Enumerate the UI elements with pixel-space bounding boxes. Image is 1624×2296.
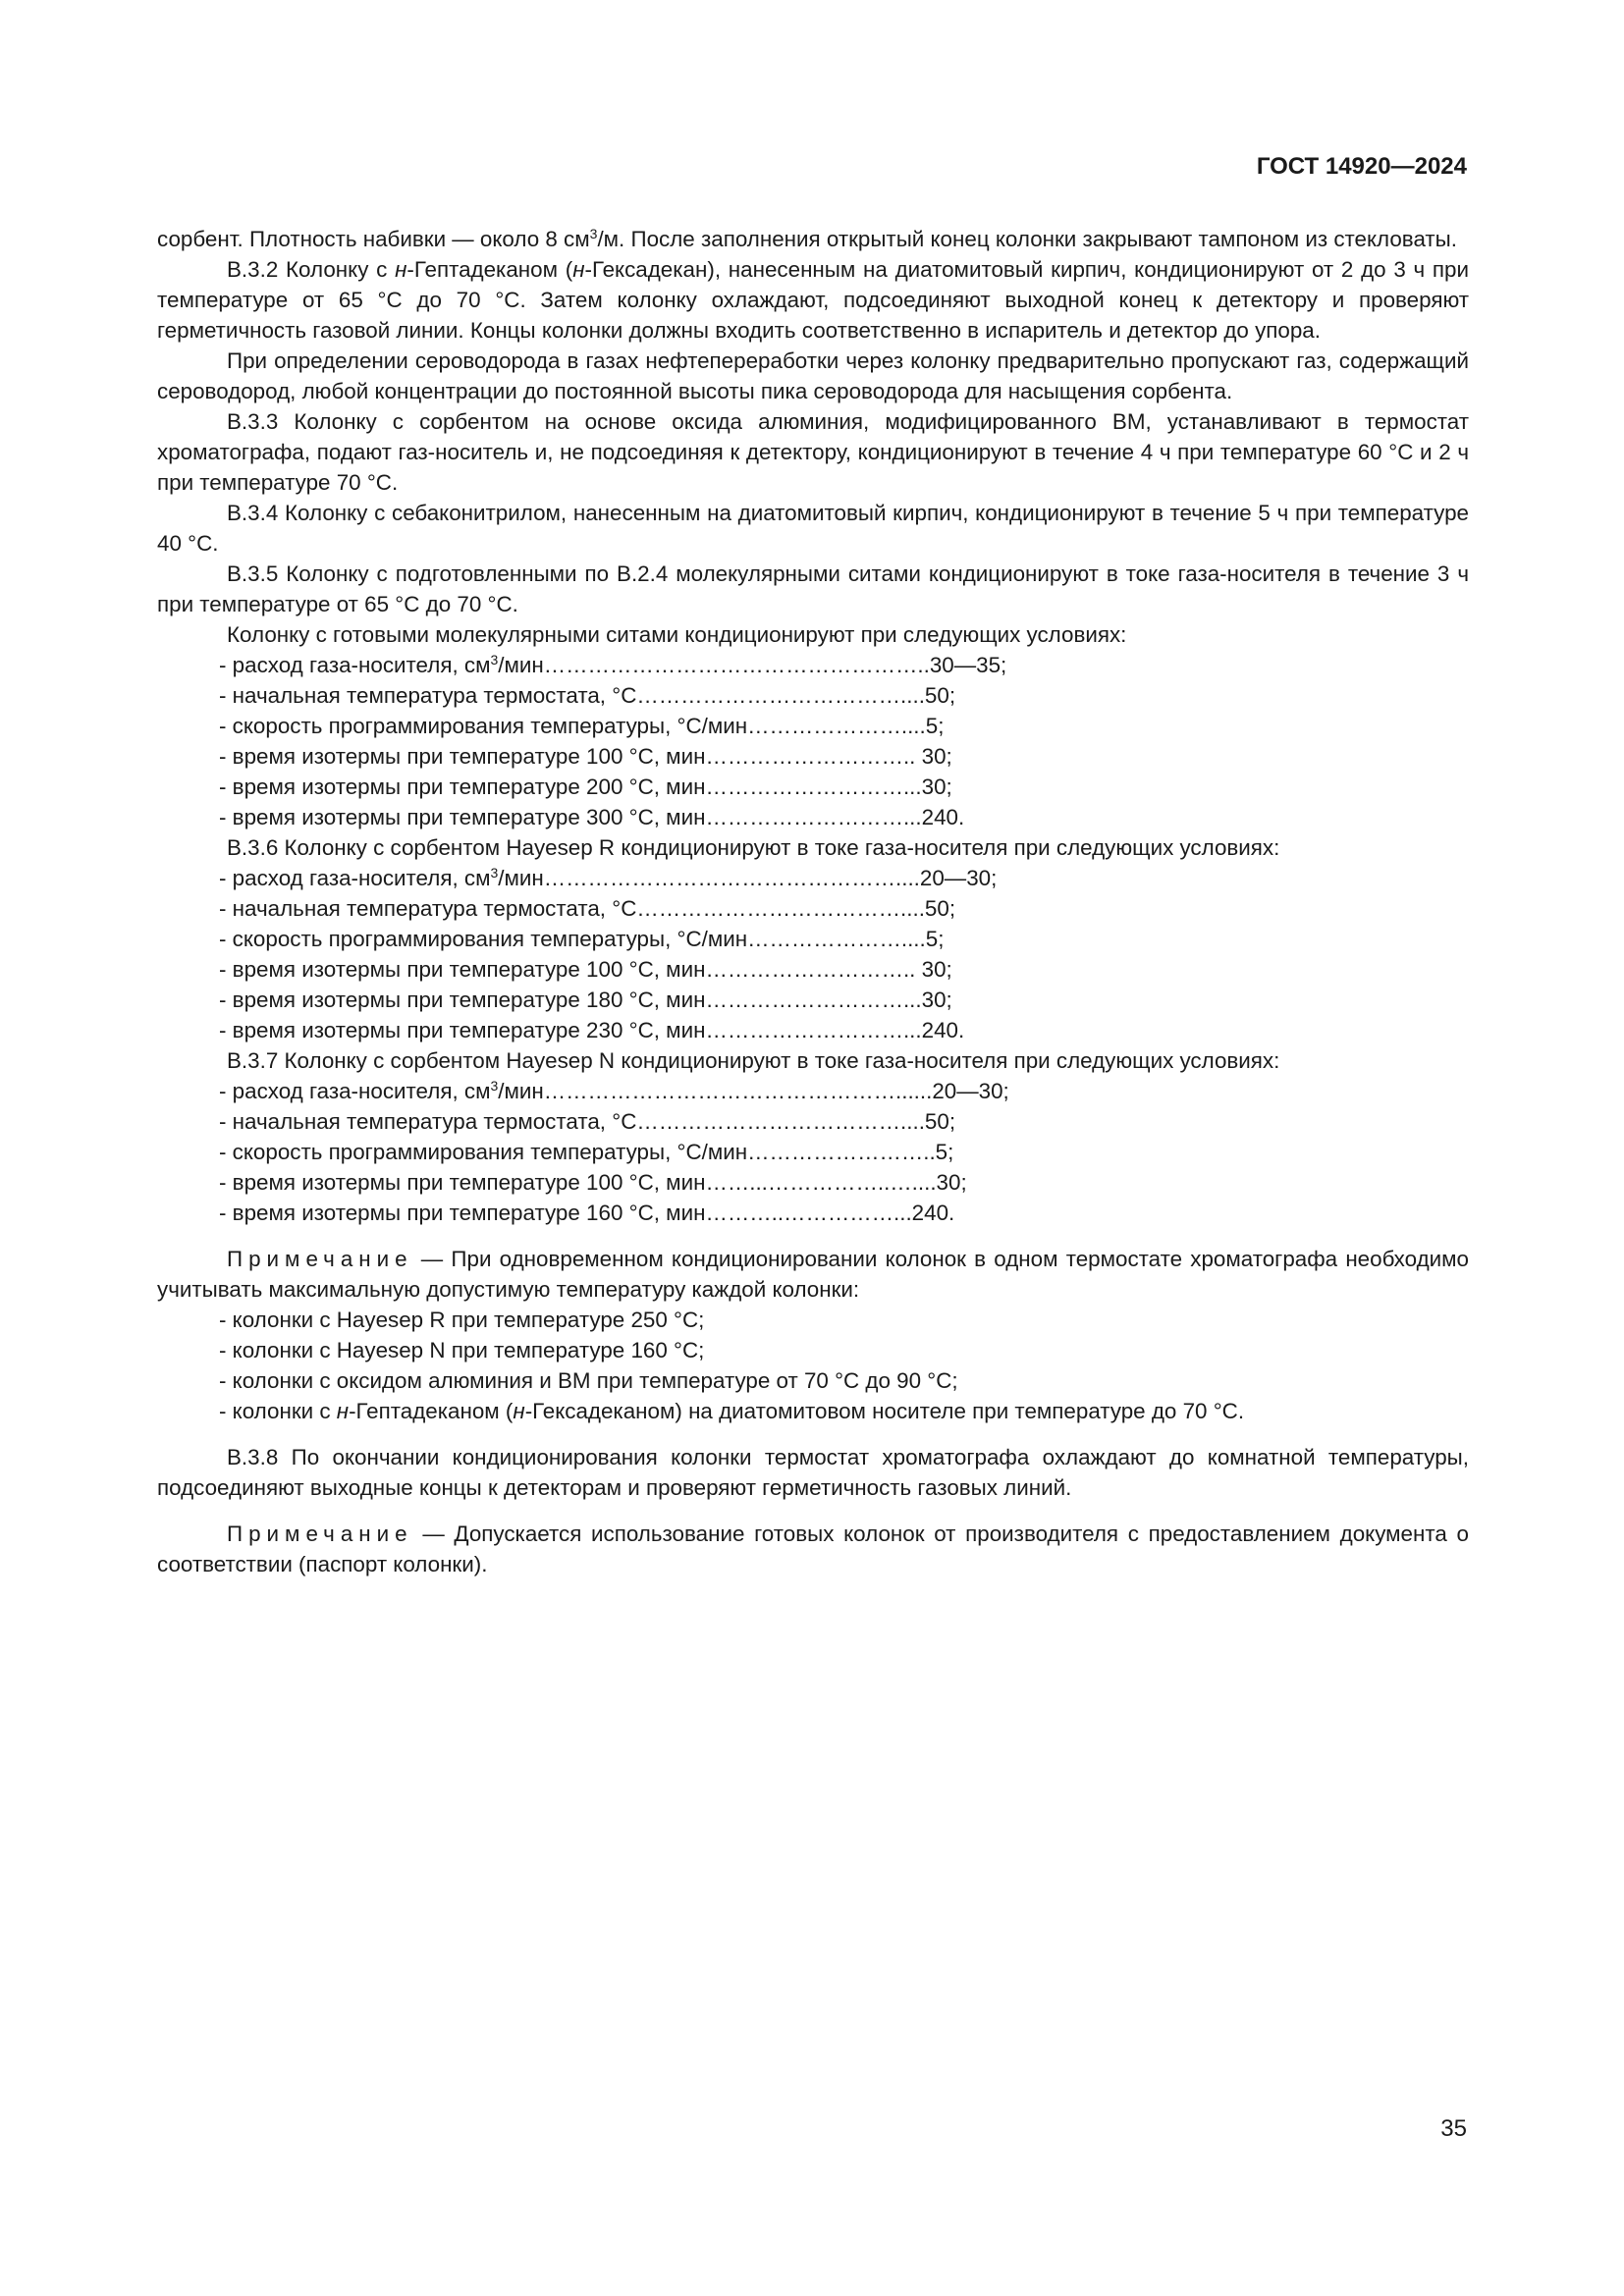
list-item: - начальная температура термостата, °С………………………………....50; <box>219 896 956 921</box>
list-item: - колонки с оксидом алюминия и ВМ при температуре от 70 °С до 90 °С; <box>219 1368 958 1393</box>
conditions-list-hayesep-n <box>157 1076 1469 1228</box>
list-item <box>157 863 1469 893</box>
list-item: - начальная температура термостата, °С………………………………....50; <box>219 1109 956 1134</box>
paragraph-b35: В.3.5 Колонку с подготовленными по В.2.4 молекулярными ситами кондиционируют в токе газа-носителя в течение 3 ч при температуре от 65 °С до 70 °С. <box>157 561 1469 616</box>
text: -Гептадеканом ( <box>406 257 573 282</box>
paragraph-b36: В.3.6 Колонку с сорбентом Hayesep R кондиционируют в токе газа-носителя при следующих условиях: <box>227 835 1280 860</box>
text: -Гексадекан), нанесенным на диатомитовый кирпич, кондиционируют от 2 до 3 ч при температуре от 65 °С до 70 °С. Затем колонку охлаждают, подсоединяют выходной конец к детектору и проверяют герметичность газовой линии. Концы колонки должны входить соответственно в испаритель и детектор до упора. <box>157 257 1470 343</box>
paragraph-b37: В.3.7 Колонку с сорбентом Hayesep N кондиционируют в токе газа-носителя при следующих условиях: <box>227 1048 1280 1073</box>
paragraph-b34: В.3.4 Колонку с себаконитрилом, нанесенным на диатомитовый кирпич, кондиционируют в течение 5 ч при температуре 40 °С. <box>157 501 1469 556</box>
paragraph-sorbent-density <box>157 224 1469 254</box>
paragraph-b38: В.3.8 По окончании кондиционирования колонки термостат хроматографа охлаждают до комнатной температуры, подсоединяют выходные концы к детекторам и проверяют герметичность газовых линий. <box>157 1445 1469 1500</box>
list-item: - время изотермы при температуре 180 °С, мин………………………...30; <box>219 988 952 1012</box>
list-item <box>157 1076 1469 1106</box>
document-body <box>157 224 1469 1579</box>
list-item: - время изотермы при температуре 100 °С, мин……...……………..…....30; <box>219 1170 967 1195</box>
list-item: - начальная температура термостата, °С………………………………....50; <box>219 683 956 708</box>
list-item: - время изотермы при температуре 230 °С, мин………………………...240. <box>219 1018 965 1042</box>
text: — При одновременном кондиционировании колонок в одном термостате хроматографа необходимо учитывать максимальную допустимую температуру каждой колонки: <box>157 1247 1469 1302</box>
paragraph-hydrogen-sulfide: При определении сероводорода в газах нефтепереработки через колонку предварительно пропускают газ, содержащий сероводород, любой концентрации до постоянной высоты пика сероводорода для насыщения сорбента. <box>157 348 1469 403</box>
paragraph-b32 <box>157 254 1469 346</box>
text: - расход газа-носителя, см <box>219 653 491 677</box>
note-simultaneous-conditioning <box>157 1244 1469 1305</box>
italic-text: н <box>395 257 407 282</box>
text: — Допускается использование готовых колонок от производителя с предоставлением документа о соответствии (паспорт колонки). <box>157 1522 1469 1576</box>
text: /мин…………………………………………......20—30; <box>498 1079 1009 1103</box>
text: -Гексадеканом) на диатомитовом носителе при температуре до 70 °С. <box>524 1399 1245 1423</box>
superscript: 3 <box>490 652 499 667</box>
italic-text: н <box>572 257 585 282</box>
list-item: - скорость программирования температуры, °С/мин…………………....5; <box>219 714 945 738</box>
list-item: - скорость программирования температуры, °С/мин…………………....5; <box>219 927 945 951</box>
conditions-list-hayesep-r <box>157 863 1469 1045</box>
text: /м. После заполнения открытый конец колонки закрывают тампоном из стекловаты. <box>597 227 1457 251</box>
note-label: Примечание <box>227 1522 413 1546</box>
list-item: - время изотермы при температуре 300 °С, мин………………………...240. <box>219 805 965 829</box>
list-item: - время изотермы при температуре 160 °С, мин………..……………...240. <box>219 1201 955 1225</box>
superscript: 3 <box>490 1078 499 1094</box>
list-item: - колонки с Hayesep R при температуре 250 °С; <box>219 1308 705 1332</box>
italic-text: н <box>513 1399 525 1423</box>
text: - колонки с <box>219 1399 337 1423</box>
superscript: 3 <box>490 865 499 881</box>
list-item <box>157 1396 1469 1426</box>
text: -Гептадеканом ( <box>349 1399 514 1423</box>
paragraph-ready-sieves: Колонку с готовыми молекулярными ситами кондиционируют при следующих условиях: <box>227 622 1127 647</box>
conditions-list-sieves <box>157 650 1469 832</box>
paragraph-b33: В.3.3 Колонку с сорбентом на основе оксида алюминия, модифицированного ВМ, устанавливают в термостат хроматографа, подают газ-носитель и, не подсоединяя к детектору, кондиционируют в течение 4 ч при температуре 60 °С и 2 ч при температуре 70 °С. <box>157 409 1469 495</box>
list-item: - время изотермы при температуре 200 °С, мин………………………...30; <box>219 774 952 799</box>
text: - расход газа-носителя, см <box>219 866 491 890</box>
note-ready-columns <box>157 1519 1469 1579</box>
text: В.3.2 Колонку с <box>227 257 396 282</box>
text: сорбент. Плотность набивки — около 8 см <box>157 227 590 251</box>
text: /мин…………………………………………....20—30; <box>498 866 998 890</box>
list-item: - время изотермы при температуре 100 °С, мин……………………….. 30; <box>219 744 952 769</box>
italic-text: н <box>336 1399 350 1423</box>
page-number: 35 <box>1440 2115 1467 2142</box>
list-item <box>157 650 1469 680</box>
list-item: - время изотермы при температуре 100 °С, мин……………………….. 30; <box>219 957 952 982</box>
list-item: - колонки с Hayesep N при температуре 160 °С; <box>219 1338 705 1362</box>
document-code: ГОСТ 14920—2024 <box>1256 153 1467 180</box>
list-item: - скорость программирования температуры, °С/мин……………………..5; <box>219 1140 954 1164</box>
text: /мин……………………………………………..30—35; <box>498 653 1007 677</box>
superscript: 3 <box>589 226 598 241</box>
note-label: Примечание <box>227 1247 413 1271</box>
text: - расход газа-носителя, см <box>219 1079 491 1103</box>
note-max-temperature-list <box>157 1305 1469 1426</box>
